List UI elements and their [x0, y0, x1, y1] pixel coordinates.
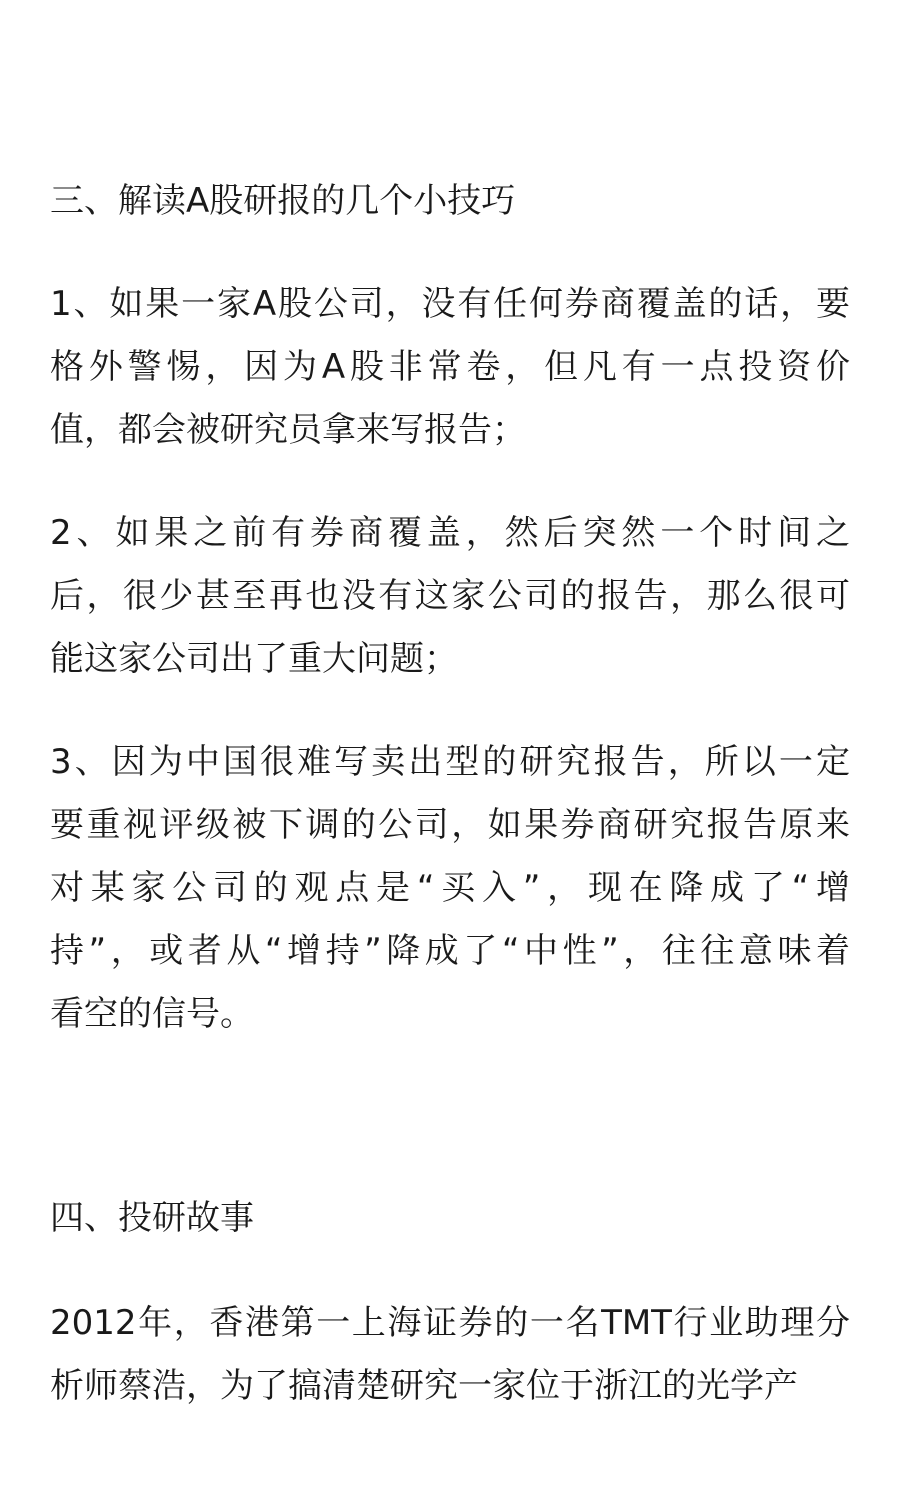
tip-2-line-3: 能这家公司出了重大问题；: [50, 639, 458, 679]
tip-2-line-1: 2、如果之前有券商覆盖，然后突然一个时间之: [50, 513, 850, 553]
tip-3-line-3: 对某家公司的观点是“买入”，现在降成了“增: [50, 868, 850, 908]
tip-1-line-1: 1、如果一家A股公司，没有任何券商覆盖的话，要: [50, 284, 850, 324]
section-3-heading: 三、解读A股研报的几个小技巧: [50, 181, 516, 221]
tip-2-line-2: 后，很少甚至再也没有这家公司的报告，那么很可: [50, 576, 850, 616]
tip-3-line-4: 持”，或者从“增持”降成了“中性”，往往意味着: [50, 931, 850, 971]
tip-3-line-1: 3、因为中国很难写卖出型的研究报告，所以一定: [50, 742, 850, 782]
tip-3-line-5: 看空的信号。: [50, 994, 254, 1034]
story-line-1: 2012年，香港第一上海证券的一名TMT行业助理分: [50, 1303, 850, 1343]
story-line-2: 析师蔡浩，为了搞清楚研究一家位于浙江的光学产: [50, 1366, 798, 1406]
tip-3-line-2: 要重视评级被下调的公司，如果券商研究报告原来: [50, 805, 850, 845]
section-4-heading: 四、投研故事: [50, 1198, 254, 1238]
tip-1-line-2: 格外警惕，因为A股非常卷，但凡有一点投资价: [50, 347, 850, 387]
tip-1-line-3: 值，都会被研究员拿来写报告；: [50, 410, 526, 450]
